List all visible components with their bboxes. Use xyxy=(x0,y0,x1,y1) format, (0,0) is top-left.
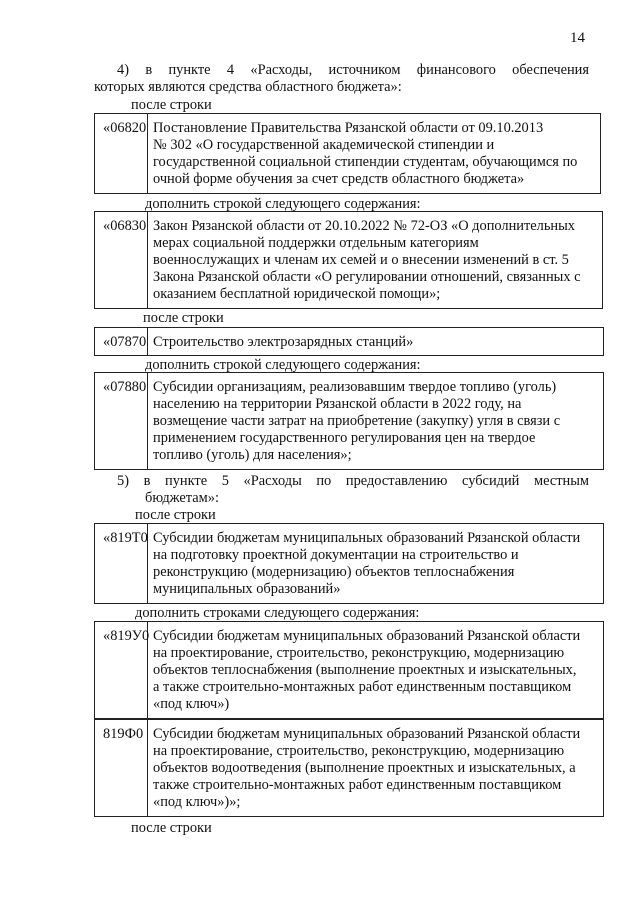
add-line-label: дополнить строкой следующего содержания: xyxy=(145,357,421,373)
row-text-line: очной форме обучения за счет средств областного бюджета» xyxy=(153,171,525,187)
row-text-line: Закона Рязанской области «О регулировании отношений, связанных с xyxy=(153,269,581,285)
row-text-line: оказанием бесплатной юридической помощи»; xyxy=(153,286,441,302)
item-5-line-1: 5) в пункте 5 «Расходы по предоставлению субсидий местным xyxy=(117,473,589,489)
row-text xyxy=(153,628,597,713)
row-text-line: объектов теплоснабжения (выполнение проектных и изыскательных, xyxy=(153,662,577,678)
table-row xyxy=(94,523,604,604)
table-row xyxy=(94,719,604,817)
row-text-line: возмещение части затрат на приобретение (закупку) угля в связи с xyxy=(153,413,561,429)
row-text-line: на проектирование, строительство, реконструкцию, модернизацию xyxy=(153,743,565,759)
after-line-label: после строки xyxy=(131,820,212,836)
row-code: «06820 xyxy=(95,114,148,193)
row-text-line: Постановление Правительства Рязанской области от 09.10.2013 xyxy=(153,120,544,136)
row-text-line: реконструкцию (модернизацию) объектов теплоснабжения xyxy=(153,564,515,580)
row-text-line: «под ключ») xyxy=(153,696,230,712)
row-text-line: муниципальных образований» xyxy=(153,581,341,597)
table-row xyxy=(94,211,603,309)
add-lines-label: дополнить строками следующего содержания: xyxy=(135,605,420,621)
row-text-line: государственной социальной стипендии студентам, обучающимся по xyxy=(153,154,578,170)
row-code: «07880 xyxy=(95,373,148,469)
row-text-line: № 302 «О государственной академической стипендии и xyxy=(153,137,495,153)
row-text-line: применением государственного регулирования цен на твердое xyxy=(153,430,536,446)
row-text-line: «под ключ»)»; xyxy=(153,794,241,810)
row-text-line: военнослужащих и членам их семей и о внесении изменений в ст. 5 xyxy=(153,252,569,268)
row-text xyxy=(153,334,597,351)
item-4-line-1: 4) в пункте 4 «Расходы, источником финансового обеспечения xyxy=(117,62,589,78)
row-text xyxy=(153,726,597,811)
table-row xyxy=(94,113,601,194)
add-line-label: дополнить строкой следующего содержания: xyxy=(145,196,421,212)
row-text-line: а также строительно-монтажных работ единственным поставщиком xyxy=(153,679,572,695)
row-text xyxy=(153,379,597,464)
row-code: «07870 xyxy=(95,328,148,355)
row-code: «06830 xyxy=(95,212,148,308)
row-code: «819Т0 xyxy=(95,524,148,603)
row-text-line: Субсидии организациям, реализовавшим твердое топливо (уголь) xyxy=(153,379,557,395)
row-text-line: объектов водоотведения (выполнение проектных и изыскательных, а xyxy=(153,760,576,776)
after-line-label: после строки xyxy=(143,310,224,326)
row-text xyxy=(153,120,594,188)
row-text-line: на подготовку проектной документации на строительство и xyxy=(153,547,519,563)
row-text-line: топливо (уголь) для населения»; xyxy=(153,447,352,463)
table-row xyxy=(94,372,604,470)
row-code: «819У0 xyxy=(95,622,148,718)
row-text-line: Закон Рязанской области от 20.10.2022 № 72-ОЗ «О дополнительных xyxy=(153,218,575,234)
item-4-line-2: которых являются средства областного бюджета»: xyxy=(94,79,402,95)
row-text xyxy=(153,530,597,598)
row-text-line: также строительно-монтажных работ единственным поставщиком xyxy=(153,777,562,793)
item-5-line-2: бюджетам»: xyxy=(145,490,219,506)
page-number: 14 xyxy=(570,30,585,46)
after-line-label: после строки xyxy=(131,97,212,113)
row-text-line: Строительство электрозарядных станций» xyxy=(153,334,414,350)
after-line-label: после строки xyxy=(135,507,216,523)
table-row xyxy=(94,621,604,719)
row-text-line: на проектирование, строительство, реконструкцию, модернизацию xyxy=(153,645,565,661)
row-text-line: мерах социальной поддержки отдельным категориям xyxy=(153,235,479,251)
row-text-line: Субсидии бюджетам муниципальных образований Рязанской области xyxy=(153,726,581,742)
row-text-line: населению на территории Рязанской области в 2022 году, на xyxy=(153,396,522,412)
row-code: 819Ф0 xyxy=(95,720,148,816)
row-text-line: Субсидии бюджетам муниципальных образований Рязанской области xyxy=(153,530,581,546)
row-text-line: Субсидии бюджетам муниципальных образований Рязанской области xyxy=(153,628,581,644)
table-row xyxy=(94,327,604,356)
row-text xyxy=(153,218,596,303)
